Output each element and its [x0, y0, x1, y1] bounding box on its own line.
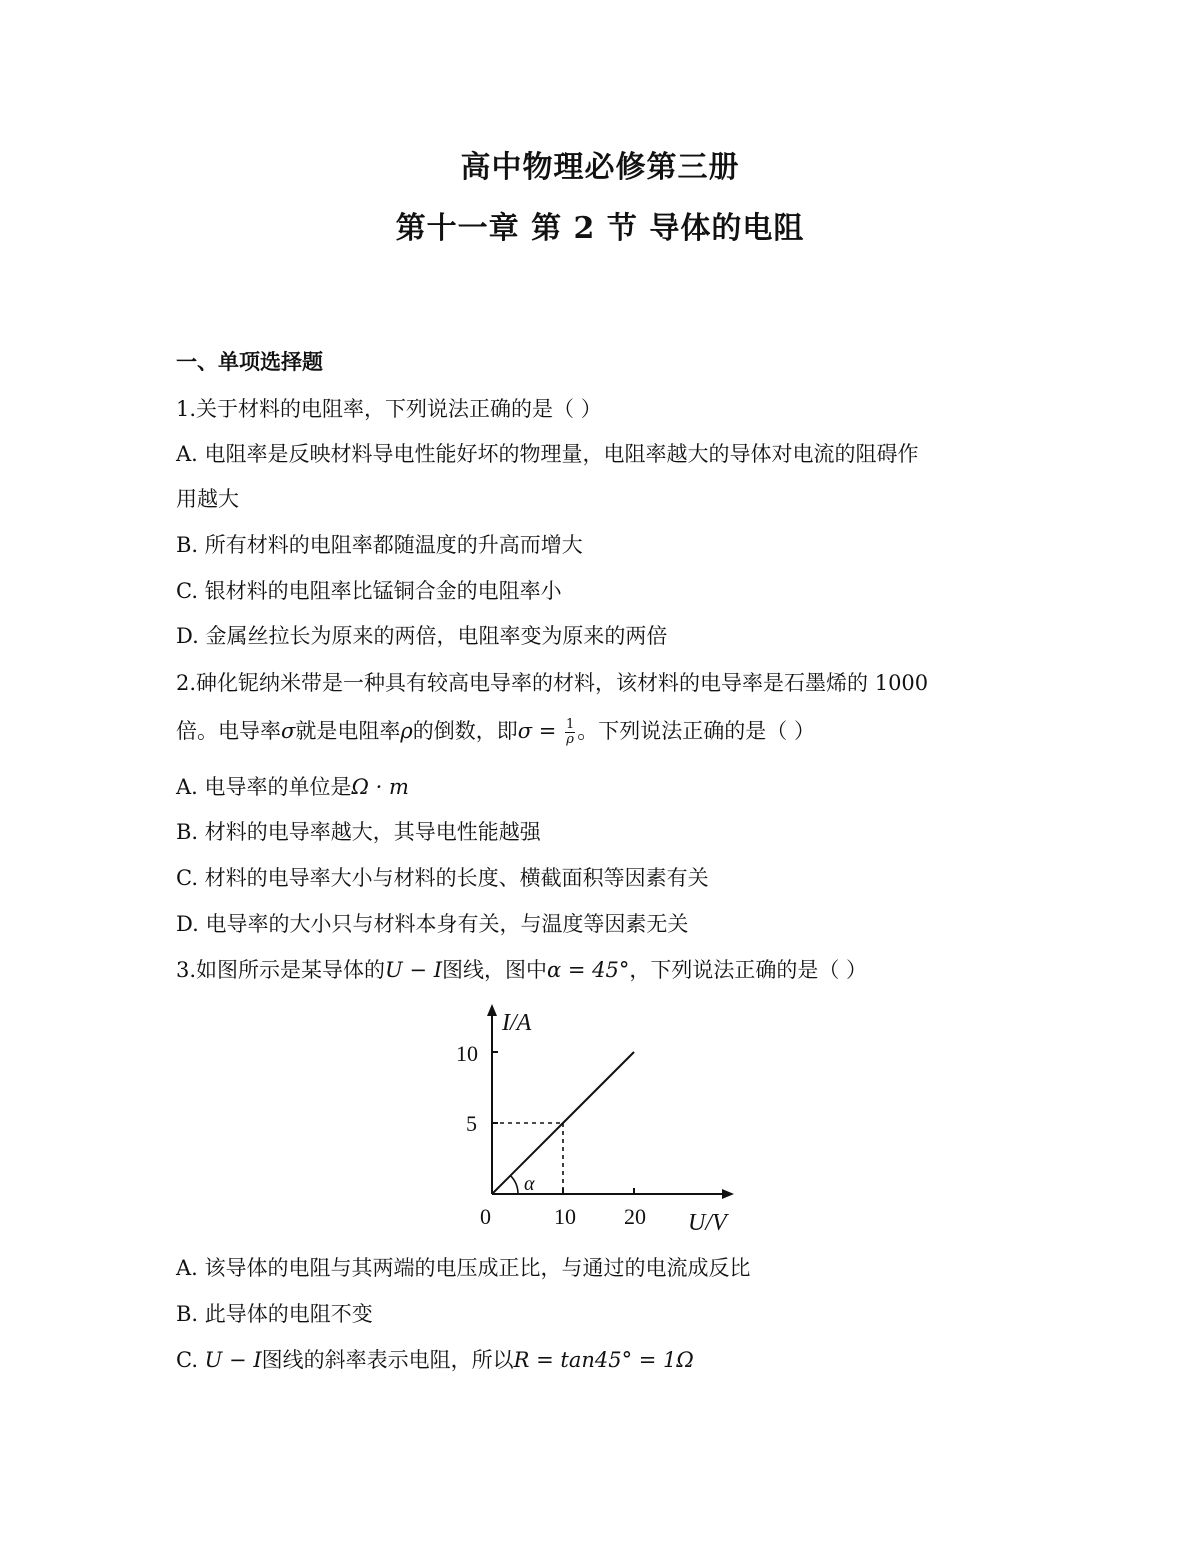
- q3-option-c: [176, 1345, 694, 1375]
- q2-frac-den: ρ: [566, 732, 574, 747]
- section-heading: 一、单项选择题: [176, 349, 323, 374]
- q1-stem: 1.关于材料的电阻率，下列说法正确的是（ ）: [176, 397, 602, 421]
- q2-frac-num: 1: [565, 717, 575, 732]
- page-subtitle: 第十一章 第 2 节 导体的电阻: [395, 211, 805, 246]
- angle-label: α: [524, 1173, 535, 1195]
- page-title: 高中物理必修第三册: [460, 150, 740, 185]
- q2-option-c: C. 材料的电导率大小与材料的长度、横截面积等因素有关: [176, 866, 709, 890]
- q2-option-a-unit: Ω · m: [351, 775, 409, 799]
- q2-rho: ρ: [400, 719, 413, 743]
- q2-text-b: 就是电阻率: [295, 719, 401, 743]
- q2-formula-lhs: σ =: [517, 719, 563, 743]
- y-axis-label: I/A: [502, 1010, 532, 1036]
- iu-graph: [440, 1000, 760, 1240]
- q3-option-c-prefix: C.: [176, 1348, 205, 1372]
- q1-option-a-line2: 用越大: [176, 487, 239, 511]
- q2-text-c: 的倒数，即: [412, 719, 518, 743]
- q3-option-a: A. 该导体的电阻与其两端的电压成正比，与通过的电流成反比: [176, 1256, 751, 1280]
- q2-text-a: 倍。电导率: [176, 719, 281, 743]
- q3-stem: [176, 955, 867, 985]
- q3-stem-alpha: α = 45°: [547, 958, 630, 982]
- y-tick-label-5: 5: [466, 1111, 477, 1136]
- q2-fraction: [565, 718, 575, 747]
- q3-stem-a: 3.如图所示是某导体的: [176, 958, 386, 982]
- x-tick-label-20: 20: [624, 1204, 646, 1229]
- q1-option-d: D. 金属丝拉长为原来的两倍，电阻率变为原来的两倍: [176, 624, 668, 648]
- q3-option-c-formula: R = tan45° = 1Ω: [513, 1348, 694, 1372]
- angle-arc: [510, 1176, 518, 1194]
- q1-option-b: B. 所有材料的电阻率都随温度的升高而增大: [176, 533, 583, 557]
- q3-stem-b: 图线，图中: [442, 958, 547, 982]
- origin-label: 0: [480, 1204, 491, 1229]
- q2-stem-line1: 2.砷化铌纳米带是一种具有较高电导率的材料，该材料的电导率是石墨烯的 1000: [176, 671, 929, 695]
- q1-option-a-line1: A. 电阻率是反映材料导电性能好坏的物理量，电阻率越大的导体对电流的阻碍作: [176, 442, 919, 466]
- x-tick-label-10: 10: [554, 1204, 576, 1229]
- q3-option-c-ui: U − I: [204, 1348, 262, 1372]
- q1-option-c: C. 银材料的电阻率比锰铜合金的电阻率小: [176, 579, 562, 603]
- q3-option-b: B. 此导体的电阻不变: [176, 1302, 373, 1326]
- q2-stem-line2: [176, 716, 815, 747]
- q2-option-a: [176, 772, 409, 802]
- q2-option-b: B. 材料的电导率越大，其导电性能越强: [176, 820, 541, 844]
- y-tick-label-10: 10: [456, 1041, 478, 1066]
- q2-option-d: D. 电导率的大小只与材料本身有关，与温度等因素无关: [176, 912, 689, 936]
- q2-sigma: σ: [281, 719, 296, 743]
- q3-stem-ui: U − I: [385, 958, 442, 982]
- x-axis-label: U/V: [688, 1210, 727, 1236]
- q2-text-d: 。下列说法正确的是（ ）: [577, 719, 815, 743]
- q2-option-a-text: A. 电导率的单位是: [176, 775, 352, 799]
- q3-stem-c: ，下列说法正确的是（ ）: [629, 958, 868, 982]
- q3-option-c-mid: 图线的斜率表示电阻，所以: [261, 1348, 514, 1372]
